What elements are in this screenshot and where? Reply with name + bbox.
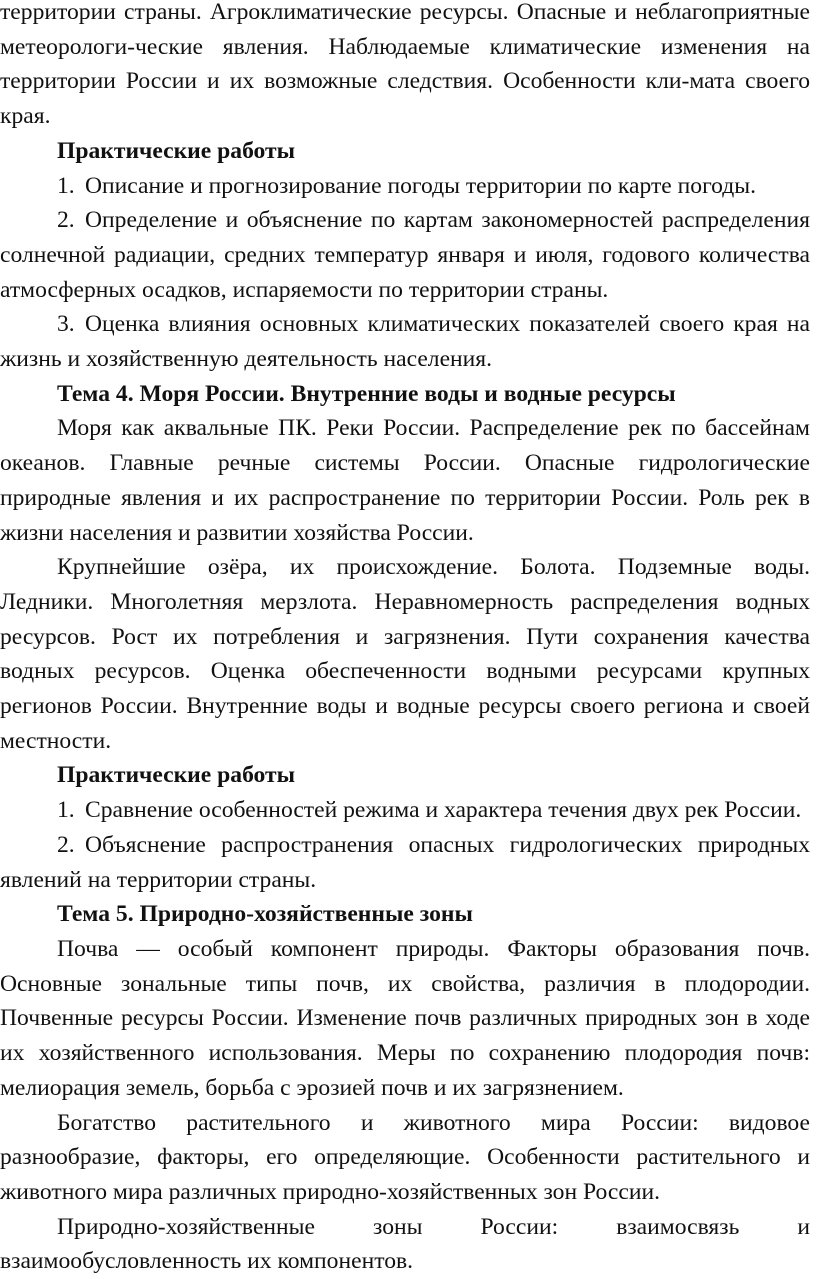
paragraph-topic4-seas-rivers: Моря как аквальные ПК. Реки России. Распределение рек по бассейнам океанов. Главные речные системы России. Опасные гидрологические природные явления и их распространение по территории России. Роль рек в жизни населения и развитии хозяйства России.	[0, 415, 810, 546]
practical-item-1	[0, 169, 810, 204]
heading-topic-5: Тема 5. Природно-хозяйственные зоны	[57, 901, 473, 928]
heading-topic-4: Тема 4. Моря России. Внутренние воды и водные ресурсы	[57, 380, 676, 407]
heading-practical-works-2: Практические работы	[57, 762, 296, 789]
practical-item-3	[0, 307, 810, 376]
paragraph-topic5-flora-fauna: Богатство растительного и животного мира России: видовое разнообразие, факторы, его определяющие. Особенности растительного и животного мира различных природно-хозяйственных зон России.	[0, 1109, 810, 1205]
paragraph-topic5-zones: Природно-хозяйственные зоны России: взаимосвязь и взаимообусловленность их компонентов.	[0, 1213, 810, 1275]
item-text: Объяснение распространения опасных гидрологических природных явлений на территории страны.	[0, 831, 810, 893]
item-text: Оценка влияния основных климатических показателей своего края на жизнь и хозяйственную деятельность населения.	[0, 311, 810, 373]
item-text: Описание и прогнозирование погоды территории по карте погоды.	[85, 172, 757, 199]
item-number: 2.	[57, 207, 75, 234]
paragraph-topic4-lakes-water: Крупнейшие озёра, их происхождение. Болота. Подземные воды. Ледники. Многолетняя мерзлота. Неравномерность распределения водных ресурсов. Рост их потребления и загрязнения. Пути сохранения качества водных ресурсов. Оценка обеспеченности водными ресурсами крупных регионов России. Внутренние воды и водные ресурсы своего региона и своей местности.	[0, 554, 810, 754]
item-text: Сравнение особенностей режима и характера течения двух рек России.	[85, 797, 802, 824]
item-number: 2.	[57, 831, 75, 858]
item-number: 3.	[57, 311, 75, 338]
paragraph-topic5-soil: Почва — особый компонент природы. Факторы образования почв. Основные зональные типы почв, их свойства, различия в плодородии. Почвенные ресурсы России. Изменение почв различных природных зон в ходе их хозяйственного использования. Меры по сохранению плодородия почв: мелиорация земель, борьба с эрозией почв и их загрязнением.	[0, 935, 810, 1101]
item-number: 1.	[57, 172, 75, 199]
item-text: Определение и объяснение по картам закономерностей распределения солнечной радиации, средних температур января и июля, годового количества атмосферных осадков, испаряемости по территории страны.	[0, 207, 810, 303]
paragraph-climate-continued: территории страны. Агроклиматические ресурсы. Опасные и неблагоприятные метеорологи-ческие явления. Наблюдаемые климатические изменения на территории России и их возможные следствия. Особенности кли-мата своего края.	[0, 0, 810, 130]
item-number: 1.	[57, 797, 75, 824]
practical-item-1	[0, 793, 810, 828]
practical-item-2	[0, 828, 810, 897]
practical-item-2	[0, 203, 810, 307]
heading-practical-works-1: Практические работы	[57, 137, 296, 164]
